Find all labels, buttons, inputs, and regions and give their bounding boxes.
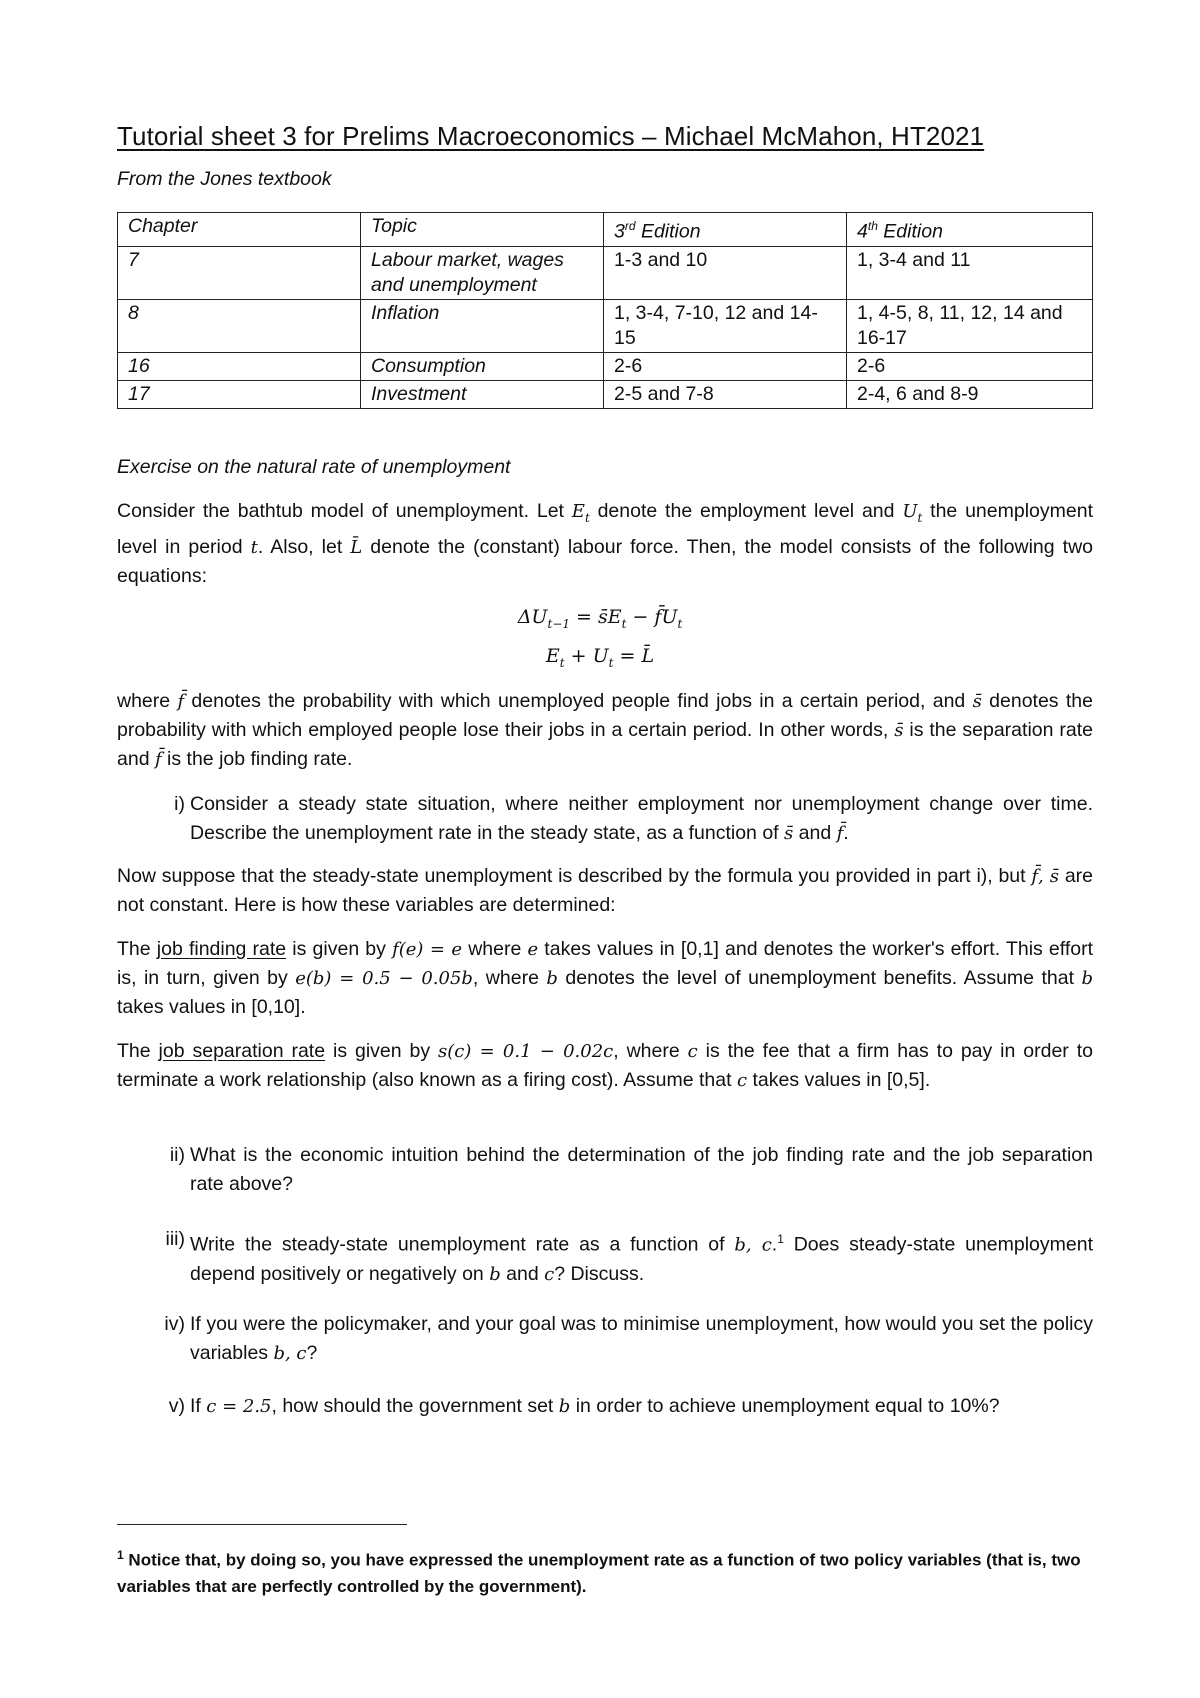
- cell-4th-edition: 1, 4-5, 8, 11, 12, 14 and 16-17: [847, 299, 1093, 352]
- footnote-divider: [117, 1524, 407, 1525]
- cell-topic: Investment: [361, 380, 604, 408]
- question-text: Consider a steady state situation, where neither employment nor unemployment change over time. Describe the unemployment rate in the steady state, as a function of s̄ and f̄.: [190, 793, 1093, 844]
- reading-table: [117, 212, 1093, 409]
- now-paragraph: Now suppose that the steady-state unemployment is described by the formula you provided in part i), but f̄, s̄ are not constant. Here is how these variables are determined:: [117, 865, 1094, 916]
- job-separation-paragraph: The job separation rate is given by s(c) = 0.1 − 0.02c, where c is the fee that a firm has to pay in order to terminate a work relationship (also known as a firing cost). Assume that c takes values in [0,5].: [117, 1040, 1093, 1091]
- cell-3rd-edition: 1, 3-4, 7-10, 12 and 14-15: [604, 299, 847, 352]
- question-text: Write the steady-state unemployment rate as a function of b, c.$^1$ Does steady-state unemployment depend positively or negatively on b and c? Discuss.: [190, 1232, 1094, 1285]
- footnote-text: Notice that, by doing so, you have expressed the unemployment rate as a function of two policy variables (that is, two variables that are perfectly controlled by the government).: [117, 1550, 1081, 1596]
- question-iii: [145, 1225, 1093, 1285]
- table-row: [118, 246, 1093, 299]
- table-row: [118, 299, 1093, 352]
- intro-paragraph: Consider the bathtub model of unemployment. Let $E_t$ denote the employment level and $U_t$ the unemployment level in period t. Also, let L̄ denote the (constant) labour force. Then, the model consists of the following two equations:: [117, 500, 1093, 587]
- page-title: Tutorial sheet 3 for Prelims Macroeconomics – Michael McMahon, HT2021: [117, 121, 985, 151]
- page-subtitle: From the Jones textbook: [117, 168, 332, 190]
- header-3rd-edition: 3rd Edition: [604, 213, 847, 247]
- question-number: ii): [169, 1144, 185, 1166]
- cell-chapter: 16: [118, 352, 361, 380]
- exercise-heading: Exercise on the natural rate of unemployment: [117, 456, 511, 478]
- cell-4th-edition: 1, 3-4 and 11: [847, 246, 1093, 299]
- cell-chapter: 17: [118, 380, 361, 408]
- cell-4th-edition: 2-6: [847, 352, 1093, 380]
- table-row: [118, 380, 1093, 408]
- cell-chapter: 8: [118, 299, 361, 352]
- question-i: [145, 790, 1093, 850]
- question-number: i): [174, 793, 185, 815]
- cell-topic: Consumption: [361, 352, 604, 380]
- cell-topic: Inflation: [361, 299, 604, 352]
- question-number: iii): [165, 1228, 185, 1250]
- question-v: [145, 1392, 1093, 1424]
- header-chapter: Chapter: [118, 213, 361, 247]
- table-header-row: [118, 213, 1093, 247]
- footnote-mark: 1: [117, 1548, 124, 1562]
- question-text: If you were the policymaker, and your goal was to minimise unemployment, how would you set the policy variables b, c?: [190, 1313, 1093, 1364]
- footnote: [117, 1542, 1097, 1600]
- header-4th-edition: 4th Edition: [847, 213, 1093, 247]
- header-topic: Topic: [361, 213, 604, 247]
- question-number: iv): [164, 1313, 185, 1335]
- cell-3rd-edition: 1-3 and 10: [604, 246, 847, 299]
- table-row: [118, 352, 1093, 380]
- question-ii: [145, 1141, 1093, 1201]
- where-paragraph: where f̄ denotes the probability with which unemployed people find jobs in a certain period, and s̄ denotes the probability with which employed people lose their jobs in a certain period. In other words, s̄ is the separation rate and f̄ is the job finding rate.: [117, 690, 1093, 770]
- question-text: What is the economic intuition behind the determination of the job finding rate and the job separation rate above?: [190, 1144, 1093, 1195]
- cell-3rd-edition: 2-6: [604, 352, 847, 380]
- cell-3rd-edition: 2-5 and 7-8: [604, 380, 847, 408]
- question-number: v): [168, 1395, 185, 1417]
- job-finding-paragraph: The job finding rate is given by f(e) = e where e takes values in [0,1] and denotes the worker's effort. This effort is, in turn, given by e(b) = 0.5 − 0.05b, where b denotes the level of unemployment benefits. Assume that b takes values in [0,10].: [117, 938, 1094, 1018]
- question-text: If c = 2.5, how should the government set b in order to achieve unemployment equal to 10%?: [190, 1395, 1000, 1417]
- cell-4th-edition: 2-4, 6 and 8-9: [847, 380, 1093, 408]
- cell-topic: Labour market, wages and unemployment: [361, 246, 604, 299]
- equation-labour-force: $E_t + U_t$ = L̄: [545, 645, 655, 670]
- equation-flow: $\Delta U_{t-1}$ = $s̄E_t$ − $f̄U_t$: [517, 606, 683, 631]
- question-iv: [145, 1310, 1093, 1370]
- cell-chapter: 7: [118, 246, 361, 299]
